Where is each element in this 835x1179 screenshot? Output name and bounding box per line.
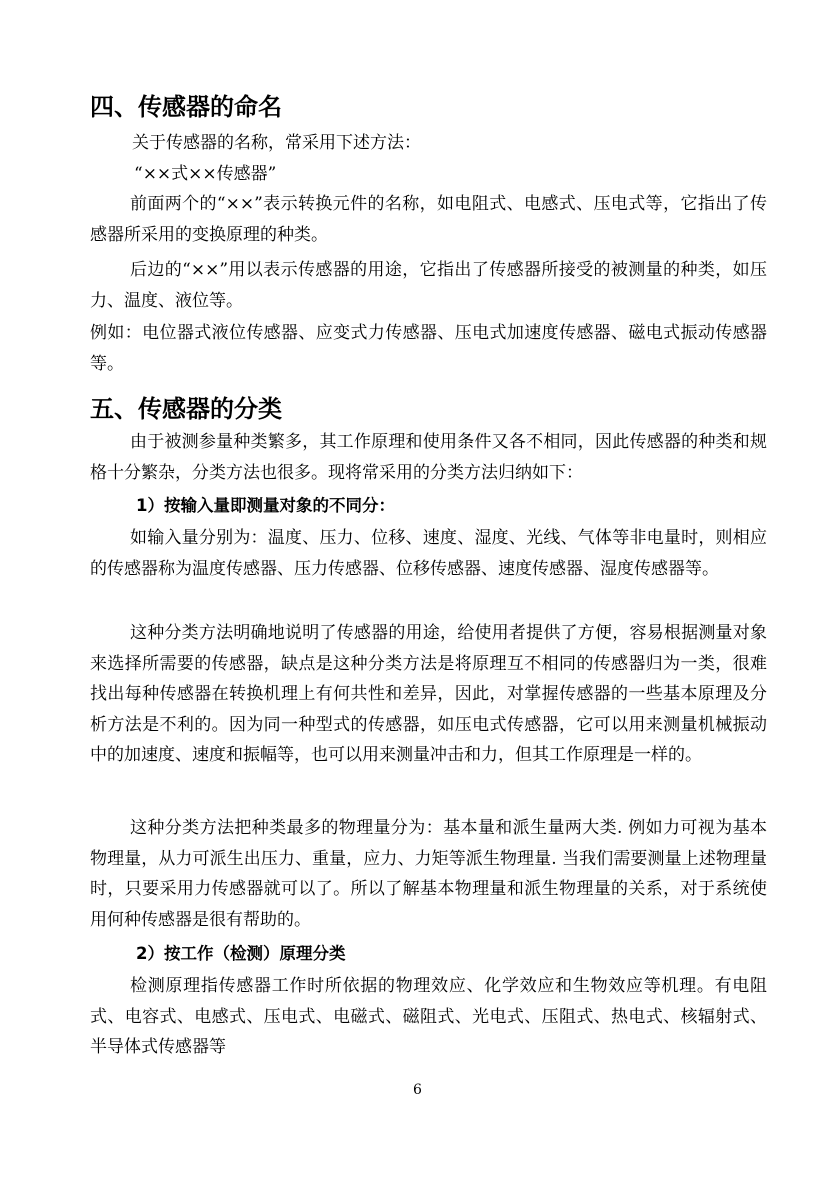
paragraph-naming-intro: 关于传感器的名称，常采用下述方法： bbox=[132, 133, 421, 153]
paragraph-naming-pattern: “××式××传感器” bbox=[134, 164, 277, 184]
page-number: 6 bbox=[413, 1082, 422, 1098]
paragraph-naming-prefix: 前面两个的“××”表示转换元件的名称，如电阻式、电感式、压电式等，它指出了传感器所采用的变换原理的种类。 bbox=[90, 194, 767, 245]
section-heading-classification: 五、传感器的分类 bbox=[90, 395, 282, 423]
paragraph-detection-principle: 检测原理指传感器工作时所依据的物理效应、化学效应和生物效应等机理。有电阻式、电容式、电感式、压电式、电磁式、磁阻式、光电式、压阻式、热电式、核辐射式、半导体式传感器等 bbox=[90, 976, 767, 1057]
paragraph-input-types: 如输入量分别为：温度、压力、位移、速度、湿度、光线、气体等非电量时，则相应的传感器称为温度传感器、压力传感器、位移传感器、速度传感器、湿度传感器等。 bbox=[90, 528, 767, 579]
paragraph-naming-suffix: 后边的“××”用以表示传感器的用途，它指出了传感器所接受的被测量的种类，如压力、温度、液位等。 bbox=[90, 260, 767, 311]
paragraph-input-method-evaluation: 这种分类方法明确地说明了传感器的用途，给使用者提供了方便，容易根据测量对象来选择所需要的传感器，缺点是这种分类方法是将原理互不相同的传感器归为一类，很难找出每种传感器在转换机理上有何共性和差异，因此，对掌握传感器的一些基本原理及分析方法是不利的。因为同一种型式的传感器，如压电式传感器，它可以用来测量机械振动中的加速度、速度和振幅等，也可以用来测量冲击和力，但其工作原理是一样的。 bbox=[90, 623, 767, 765]
paragraph-classification-intro: 由于被测参量种类繁多，其工作原理和使用条件又各不相同，因此传感器的种类和规格十分繁杂，分类方法也很多。现将常采用的分类方法归纳如下： bbox=[90, 432, 767, 483]
subheading-by-input: 1）按输入量即测量对象的不同分： bbox=[136, 496, 395, 515]
section-heading-naming: 四、传感器的命名 bbox=[90, 93, 282, 121]
subheading-by-principle: 2）按工作（检测）原理分类 bbox=[136, 944, 346, 963]
paragraph-naming-examples: 例如：电位器式液位传感器、应变式力传感器、压电式加速度传感器、磁电式振动传感器等。 bbox=[90, 323, 767, 374]
paragraph-physical-quantities: 这种分类方法把种类最多的物理量分为：基本量和派生量两大类. 例如力可视为基本物理量，从力可派生出压力、重量，应力、力矩等派生物理量. 当我们需要测量上述物理量时，只要采用力传感器就可以了。所以了解基本物理量和派生物理量的关系，对于系统使用何种传感器是很有帮助的。 bbox=[90, 818, 767, 930]
